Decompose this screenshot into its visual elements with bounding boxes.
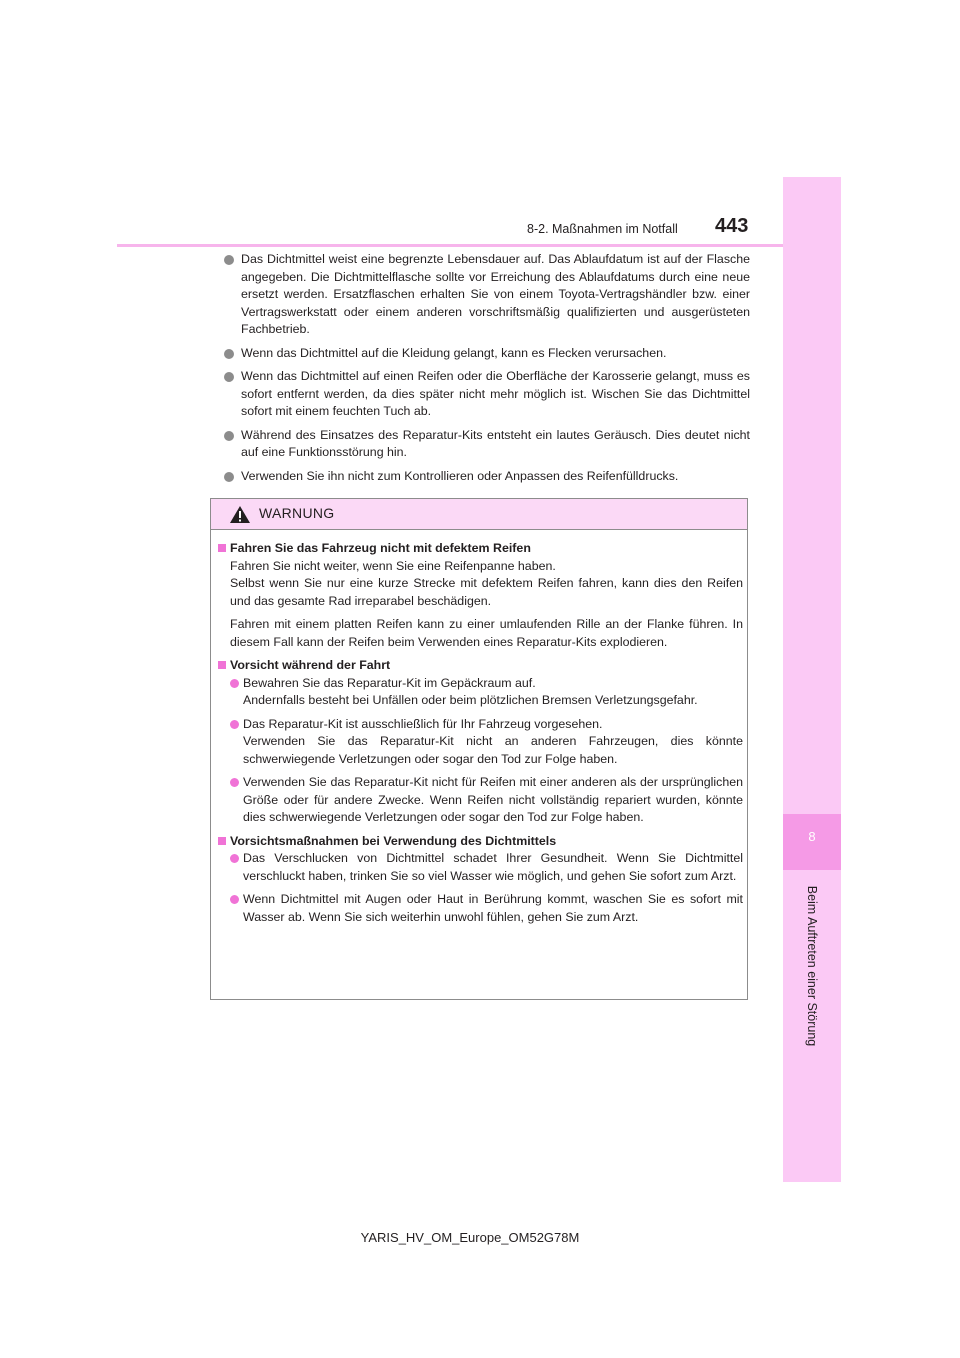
warning-bullet bbox=[218, 716, 743, 769]
warning-heading: Fahren Sie das Fahrzeug nicht mit defektem Reifen bbox=[218, 540, 743, 558]
warning-heading: Vorsichtsmaßnahmen bei Verwendung des Dichtmittels bbox=[218, 833, 743, 851]
warning-line: Selbst wenn Sie nur eine kurze Strecke mit defektem Reifen fahren, kann dies den Reifen und das gesamte Rad irreparabel beschädigen. bbox=[230, 576, 743, 608]
warning-line: Verwenden Sie das Reparatur-Kit nicht an anderen Fahrzeugen, dies könnte schwerwiegende Verletzungen oder sogar den Tod zur Folge haben. bbox=[243, 734, 743, 766]
warning-line: Andernfalls besteht bei Unfällen oder beim plötzlichen Bremsen Verletzungsgefahr. bbox=[243, 693, 698, 707]
section-title: 8-2. Maßnahmen im Notfall bbox=[527, 222, 678, 236]
note-item: Das Dichtmittel weist eine begrenzte Lebensdauer auf. Das Ablaufdatum ist auf der Flasche angegeben. Die Dichtmittelflasche sollte vor Erreichung des Ablaufdatums durch eine neue ersetzt werden. Ersatzflaschen erhalten Sie von einem Toyota-Vertragshändler bzw. einer Vertragswerkstatt oder einem anderen vorschriftsmäßig qualifizierten und ausgerüsteten Fachbetrieb. bbox=[224, 251, 750, 339]
note-item: Während des Einsatzes des Reparatur-Kits entsteht ein lautes Geräusch. Dies deutet nicht auf eine Funktionsstörung hin. bbox=[224, 427, 750, 462]
document-footer bbox=[0, 1230, 960, 1245]
warning-line: Das Reparatur-Kit ist ausschließlich für Ihr Fahrzeug vorgesehen. bbox=[243, 716, 603, 731]
notes-list bbox=[224, 251, 750, 491]
warning-paragraph: Fahren mit einem platten Reifen kann zu einer umlaufenden Rille an der Flanke führen. In diesem Fall kann der Reifen beim Verwenden eines Reparatur-Kits explodieren. bbox=[230, 617, 743, 649]
chapter-label: Beim Auftreten einer Störung bbox=[805, 885, 819, 1047]
warning-bullet bbox=[218, 675, 743, 710]
warning-heading: Vorsicht während der Fahrt bbox=[218, 657, 743, 675]
note-item: Wenn das Dichtmittel auf einen Reifen oder die Oberfläche der Karosserie gelangt, muss es sofort entfernt werden, da dies später nicht mehr möglich ist. Wischen Sie das Dichtmittel sofort mit einem feuchten Tuch ab. bbox=[224, 368, 750, 421]
warning-box bbox=[210, 498, 748, 1000]
warning-bullet: Wenn Dichtmittel mit Augen oder Haut in Berührung kommt, waschen Sie es sofort mit Wasser ab. Wenn Sie sich weiterhin unwohl fühlen, gehen Sie zum Arzt. bbox=[218, 891, 743, 926]
note-item: Wenn das Dichtmittel auf die Kleidung gelangt, kann es Flecken verursachen. bbox=[224, 345, 750, 363]
footer-code: YARIS_HV_OM_Europe_OM52G78M bbox=[360, 1230, 580, 1245]
header-rule bbox=[117, 244, 783, 247]
warning-paragraph bbox=[218, 558, 743, 611]
warning-body bbox=[218, 540, 743, 932]
warning-bullet: Verwenden Sie das Reparatur-Kit nicht für Reifen mit einer anderen als der ursprünglichen Größe oder für andere Zwecke. Wenn Reifen nicht vollständig repariert wurden, könnte dies schwerwiegende Verletzungen oder sogar den Tod zur Folge haben. bbox=[218, 774, 743, 827]
warning-bullet: Das Verschlucken von Dichtmittel schadet Ihrer Gesundheit. Wenn Sie Dichtmittel verschluckt haben, trinken Sie so viel Wasser wie möglich, und gehen Sie sofort zum Arzt. bbox=[218, 850, 743, 885]
warning-triangle-icon bbox=[229, 505, 251, 529]
warning-line: Bewahren Sie das Reparatur-Kit im Gepäckraum auf. bbox=[243, 675, 536, 690]
chapter-number: 8 bbox=[808, 829, 816, 844]
note-item: Verwenden Sie ihn nicht zum Kontrollieren oder Anpassen des Reifenfülldrucks. bbox=[224, 468, 750, 486]
warning-header bbox=[211, 499, 747, 530]
page-number: 443 bbox=[715, 215, 749, 237]
warning-line: Fahren Sie nicht weiter, wenn Sie eine Reifenpanne haben. bbox=[230, 558, 556, 573]
warning-title: WARNUNG bbox=[259, 505, 335, 521]
